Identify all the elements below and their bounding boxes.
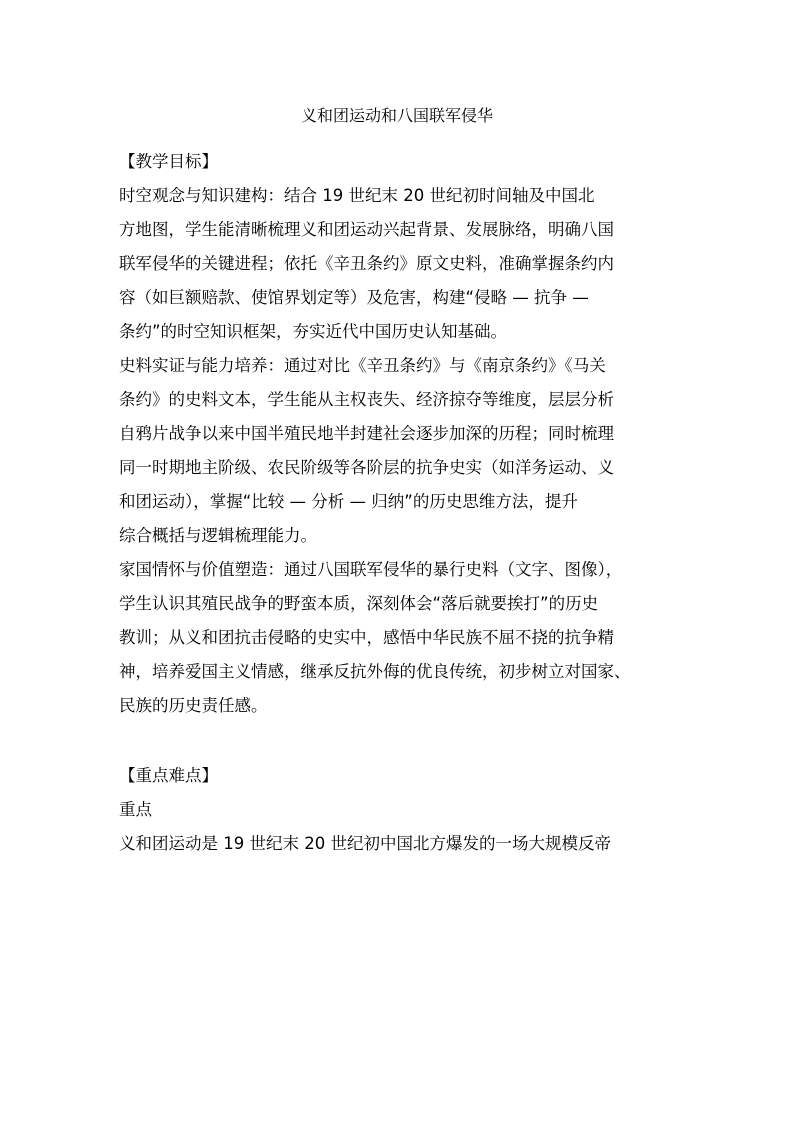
paragraph-line: 条约》的史料文本，学生能从主权丧失、经济掠夺等维度，层层分析 [119,390,614,409]
document-title: 义和团运动和八国联军侵华 [300,106,493,125]
document-body [119,145,681,861]
paragraph-line: 综合概括与逻辑梳理能力。 [119,526,317,545]
objective-paragraph-evidence [119,349,681,553]
paragraph-line: 义和团运动是 19 世纪末 20 世纪初中国北方爆发的一场大规模反帝 [119,834,611,853]
paragraph-line: 家国情怀与价值塑造：通过八国联军侵华的暴行史料（文字、图像）， [119,560,623,579]
paragraph-line: 方地图，学生能清晰梳理义和团运动兴起背景、发展脉络，明确八国 [119,220,614,239]
paragraph-line: 史料实证与能力培养：通过对比《辛丑条约》与《南京条约》《马关 [119,356,606,375]
key-points-subheading: 重点 [119,800,152,819]
key-points-heading: 【重点难点】 [119,766,218,785]
paragraph-line: 学生认识其殖民战争的野蛮本质，深刻体会“落后就要挨打”的历史 [119,594,599,613]
paragraph-line: 和团运动），掌握“比较 — 分析 — 归纳”的历史思维方法，提升 [119,492,578,511]
objectives-heading: 【教学目标】 [119,152,218,171]
paragraph-line: 容（如巨额赔款、使馆界划定等）及危害，构建“侵略 — 抗争 — [119,288,589,307]
paragraph-line: 民族的历史责任感。 [119,696,268,715]
paragraph-line: 教训；从义和团抗击侵略的史实中，感悟中华民族不屈不挠的抗争精 [119,628,614,647]
paragraph-line: 条约”的时空知识框架，夯实近代中国历史认知基础。 [119,322,508,341]
paragraph-line: 自鸦片战争以来中国半殖民地半封建社会逐步加深的历程；同时梳理 [119,424,614,443]
section-spacer [119,723,681,759]
paragraph-line: 同一时期地主阶级、农民阶级等各阶层的抗争史实（如洋务运动、义 [119,458,614,477]
paragraph-line: 联军侵华的关键进程；依托《辛丑条约》原文史料，准确掌握条约内 [119,254,614,273]
paragraph-line: 神，培养爱国主义情感，继承反抗外侮的优良传统，初步树立对国家、 [119,662,631,681]
objective-paragraph-spacetime [119,179,681,349]
objective-paragraph-patriotism [119,553,681,723]
paragraph-line: 时空观念与知识建构：结合 19 世纪末 20 世纪初时间轴及中国北 [119,186,595,205]
